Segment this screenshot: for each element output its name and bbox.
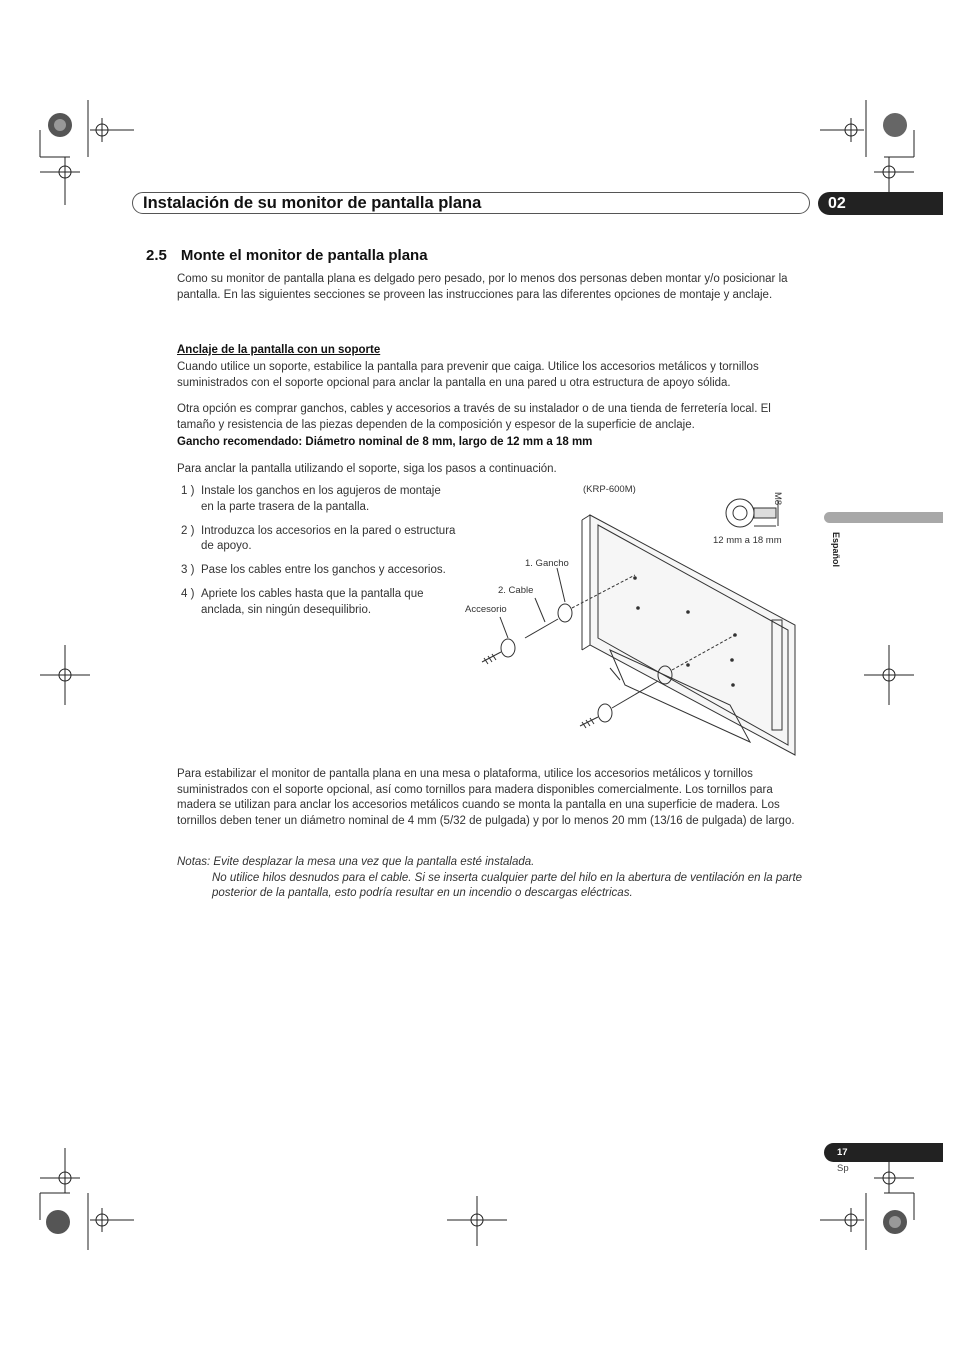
note-1: Notas: Evite desplazar la mesa una vez que la pantalla esté instalada. — [177, 856, 535, 868]
list-item: 4 ) Apriete los cables hasta que la pantalla que anclada, sin ningún desequilibrio. — [181, 588, 424, 616]
stabilize-paragraph: Para estabilizar el monitor de pantalla plana en una mesa o plataforma, utilice los accesorios metálicos y tornillos suministrados con el soporte opcional, así como tornillos para madera disponibles comercialmente. Los tornillos para madera se utilizan para anclar los accesorios metálicos cuando se monta la pantalla en una superficie de madera. Los tornillos deben tener un diámetro nominal de 4 mm (5/32 de pulgada) y por lo menos 20 mm (13/16 de pulgada) de largo. — [177, 768, 795, 827]
section-heading — [146, 247, 428, 264]
language-tab — [824, 512, 943, 523]
section-title: Monte el monitor de pantalla plana — [180, 247, 428, 264]
chapter-badge: 02 — [818, 192, 943, 215]
accessory-label: Accesorio — [465, 604, 507, 615]
note-2: No utilice hilos desnudos para el cable. Si se inserta cualquier parte del hilo en la abertura de ventilación en la parte posterior de la pantalla, esto podría resultar en un incendio o descargas eléctricas. — [212, 871, 803, 899]
steps-list — [181, 484, 456, 627]
subsection-paragraph-1: Cuando utilice un soporte, estabilice la pantalla para prevenir que caiga. Utilice los accesorios metálicos y tornillos suministrados con el soporte opcional para anclar la pantalla en una pared u otra estructura de apoyo sólida. — [177, 361, 759, 389]
section-number: 2.5 — [146, 247, 167, 264]
bolt-size-label: M8 — [772, 492, 783, 506]
subsection-title: Anclaje de la pantalla con un soporte — [177, 344, 381, 356]
page-lang-code: Sp — [837, 1163, 849, 1174]
header-title: Instalación de su monitor de pantalla plana — [143, 194, 482, 212]
cable-label: 2. Cable — [498, 585, 534, 596]
list-item: 3 ) Pase los cables entre los ganchos y accesorios. — [181, 564, 446, 576]
mounting-illustration — [460, 480, 810, 760]
list-item: 2 ) Introduzca los accesorios en la pared o estructura de apoyo. — [181, 524, 456, 552]
header-bar — [132, 192, 810, 214]
model-label: (KRP-600M) — [583, 484, 636, 495]
language-label: Español — [831, 532, 841, 568]
subsection-paragraph-2: Otra opción es comprar ganchos, cables y accesorios a través de su instalador o de una tienda de ferretería local. El tamaño y resistencia de las piezas dependen de la composición y espesor de la superficie de anclaje. — [177, 403, 771, 431]
recommended-hook: Gancho recomendado: Diámetro nominal de 8 mm, largo de 12 mm a 18 mm — [177, 436, 593, 448]
notes — [177, 855, 817, 902]
hook-label: 1. Gancho — [525, 558, 569, 569]
intro-paragraph: Como su monitor de pantalla plana es delgado pero pesado, por lo menos dos personas deben montar y/o posicionar la pantalla. En las siguientes secciones se proveen las instrucciones para las diferentes opciones de montaje y anclaje. — [177, 273, 788, 301]
page-number: 17 — [824, 1143, 943, 1162]
subsection-paragraph-3: Para anclar la pantalla utilizando el soporte, siga los pasos a continuación. — [177, 463, 557, 475]
list-item: 1 ) Instale los ganchos en los agujeros de montaje en la parte trasera de la pantalla. — [181, 485, 441, 513]
length-label: 12 mm a 18 mm — [713, 535, 782, 546]
mounting-diagram — [460, 480, 810, 760]
